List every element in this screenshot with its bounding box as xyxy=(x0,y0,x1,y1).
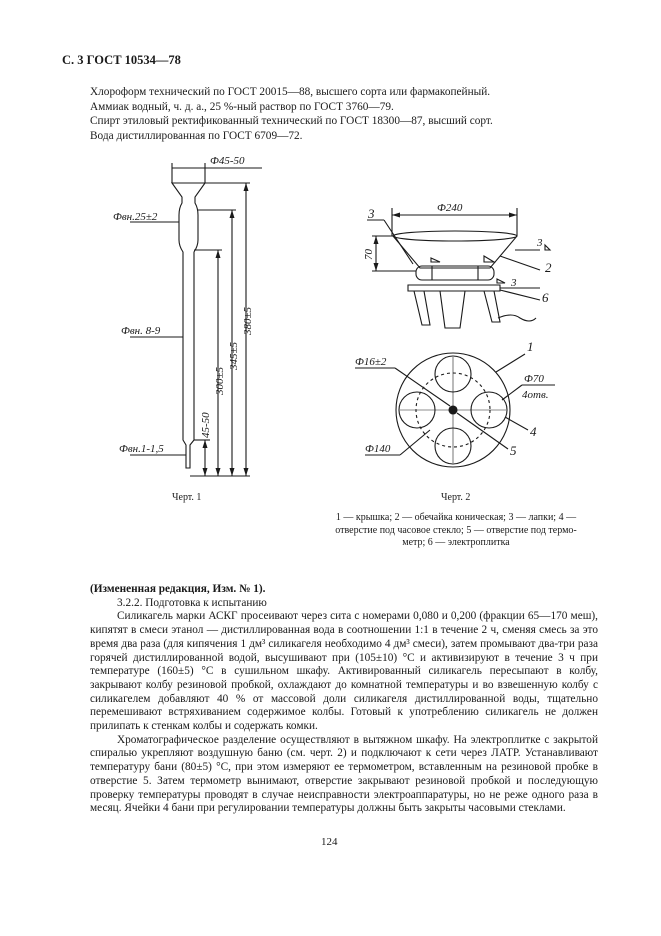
dim-neck-label: Фвн.25±2 xyxy=(113,211,158,223)
lug xyxy=(484,256,494,262)
dim-380-label: 380±5 xyxy=(242,306,254,335)
dim-240-label: Ф240 xyxy=(437,202,463,214)
dim-tube-label: Фвн. 8-9 xyxy=(121,325,161,337)
page-number: 124 xyxy=(321,836,338,848)
main-text xyxy=(90,583,598,816)
lug xyxy=(431,258,440,262)
page-header: С. 3 ГОСТ 10534—78 xyxy=(62,53,181,67)
material-line: Спирт этиловый ректификованный технический по ГОСТ 18300—87, высший сорт. xyxy=(90,115,493,127)
shell-rim xyxy=(393,231,517,241)
label-4: 4 xyxy=(530,424,537,439)
dim-45-label: 45-50 xyxy=(200,412,212,438)
legend-line: отверстие под часовое стекло; 5 — отверстие под термо- xyxy=(335,524,577,536)
label-3-left: 3 xyxy=(368,206,375,221)
technical-drawings xyxy=(0,150,661,490)
dim-300-label: 300±5 xyxy=(214,366,226,395)
power-cord xyxy=(498,315,536,321)
figure-2-caption: Черт. 2 xyxy=(441,492,471,503)
drawing-1-column xyxy=(113,155,262,476)
dim-70-label: 70 xyxy=(363,249,375,260)
hotplate-top xyxy=(408,285,500,291)
leg xyxy=(414,291,430,325)
paragraph: Силикагель марки АСКГ просеивают через сита с номерами 0,080 и 0,200 (фракции 65—170 меш), кипятят в смеси этанол — дистиллированная вода в соотношении 1:1 в течение 2 ч, сменяя смесь за это время два раза (для кипячения 1 дм³ силикагеля необходимо 4 дм³ смеси), затем промывают два-три раза горячей дистиллированной водой, высушивают при (105±10) °С и активизируют в течение 3 ч при температуре (160±5) °С в сушильном шкафу. Активированный силикагель пересыпают в колбу, закрывают колбу резиновой пробкой, охлаждают до комнатной температуры и во взвешенную колбу с силикагелем добавляют 40 % от массовой доли силикагеля дистиллированной воды, тщательно перемешивают встряхиванием содержимое колбы. Готовый к употреблению силикагель не должен прилипать к стенкам колбы и содержать комки. xyxy=(90,610,598,733)
figure-legend xyxy=(312,512,600,550)
label-5: 5 xyxy=(510,443,517,458)
dim-140-label: Ф140 xyxy=(365,443,391,455)
material-line: Вода дистиллированная по ГОСТ 6709—72. xyxy=(90,129,303,142)
material-line: Хлороформ технический по ГОСТ 20015—88, высшего сорта или фармакопейный. xyxy=(90,86,491,98)
legend-line: метр; 6 — электроплитка xyxy=(402,537,510,548)
dim-4otv-label: 4отв. xyxy=(522,389,549,401)
section-heading: 3.2.2. Подготовка к испытанию xyxy=(117,596,267,609)
legend-line: 1 — крышка; 2 — обечайка коническая; 3 — лапки; 4 — xyxy=(335,512,577,523)
lug xyxy=(497,279,505,283)
materials-list xyxy=(90,85,620,143)
dim-16-label: Ф16±2 xyxy=(355,356,387,368)
label-3-lower: 3 xyxy=(511,277,517,289)
figure-1-caption: Черт. 1 xyxy=(172,492,202,503)
dim-top-label: Ф45-50 xyxy=(210,155,245,167)
label-1: 1 xyxy=(527,339,534,354)
drawing-2-top-view xyxy=(355,339,555,467)
leg xyxy=(440,291,465,328)
paragraph: Хроматографическое разделение осуществляют в вытяжном шкафу. На электроплитке с закрытой спиралью укрепляют воздушную баню (см. черт. 2) и подключают к сети через ЛАТР. Устанавливают температуру бани (80±5) °С, при этом измеряют ее термометром, вставленным на резиновой пробке в отверстие 5. Затем термометр вынимают, отверстие закрывают резиновой пробкой и последующую проверку температуры проводят в случае неисправности электроаппаратуры, но не реже одного раза в месяц. Ячейки 4 бани при регулировании температуры должны быть закрыты часовыми стеклами. xyxy=(90,733,598,815)
material-line: Аммиак водный, ч. д. а., 25 %-ный раствор по ГОСТ 3760—79. xyxy=(90,100,394,113)
dim-345-label: 345±5 xyxy=(228,341,240,370)
amendment-note: (Измененная редакция, Изм. № 1). xyxy=(90,583,266,595)
label-3-right: 3 xyxy=(537,237,543,249)
drawing-2-side-view xyxy=(363,202,552,328)
label-6: 6 xyxy=(542,290,549,305)
dim-tip-label: Фвн.1-1,5 xyxy=(119,443,164,455)
leg xyxy=(484,291,500,322)
dim-70hole-label: Ф70 xyxy=(524,373,544,385)
label-2: 2 xyxy=(545,260,552,275)
